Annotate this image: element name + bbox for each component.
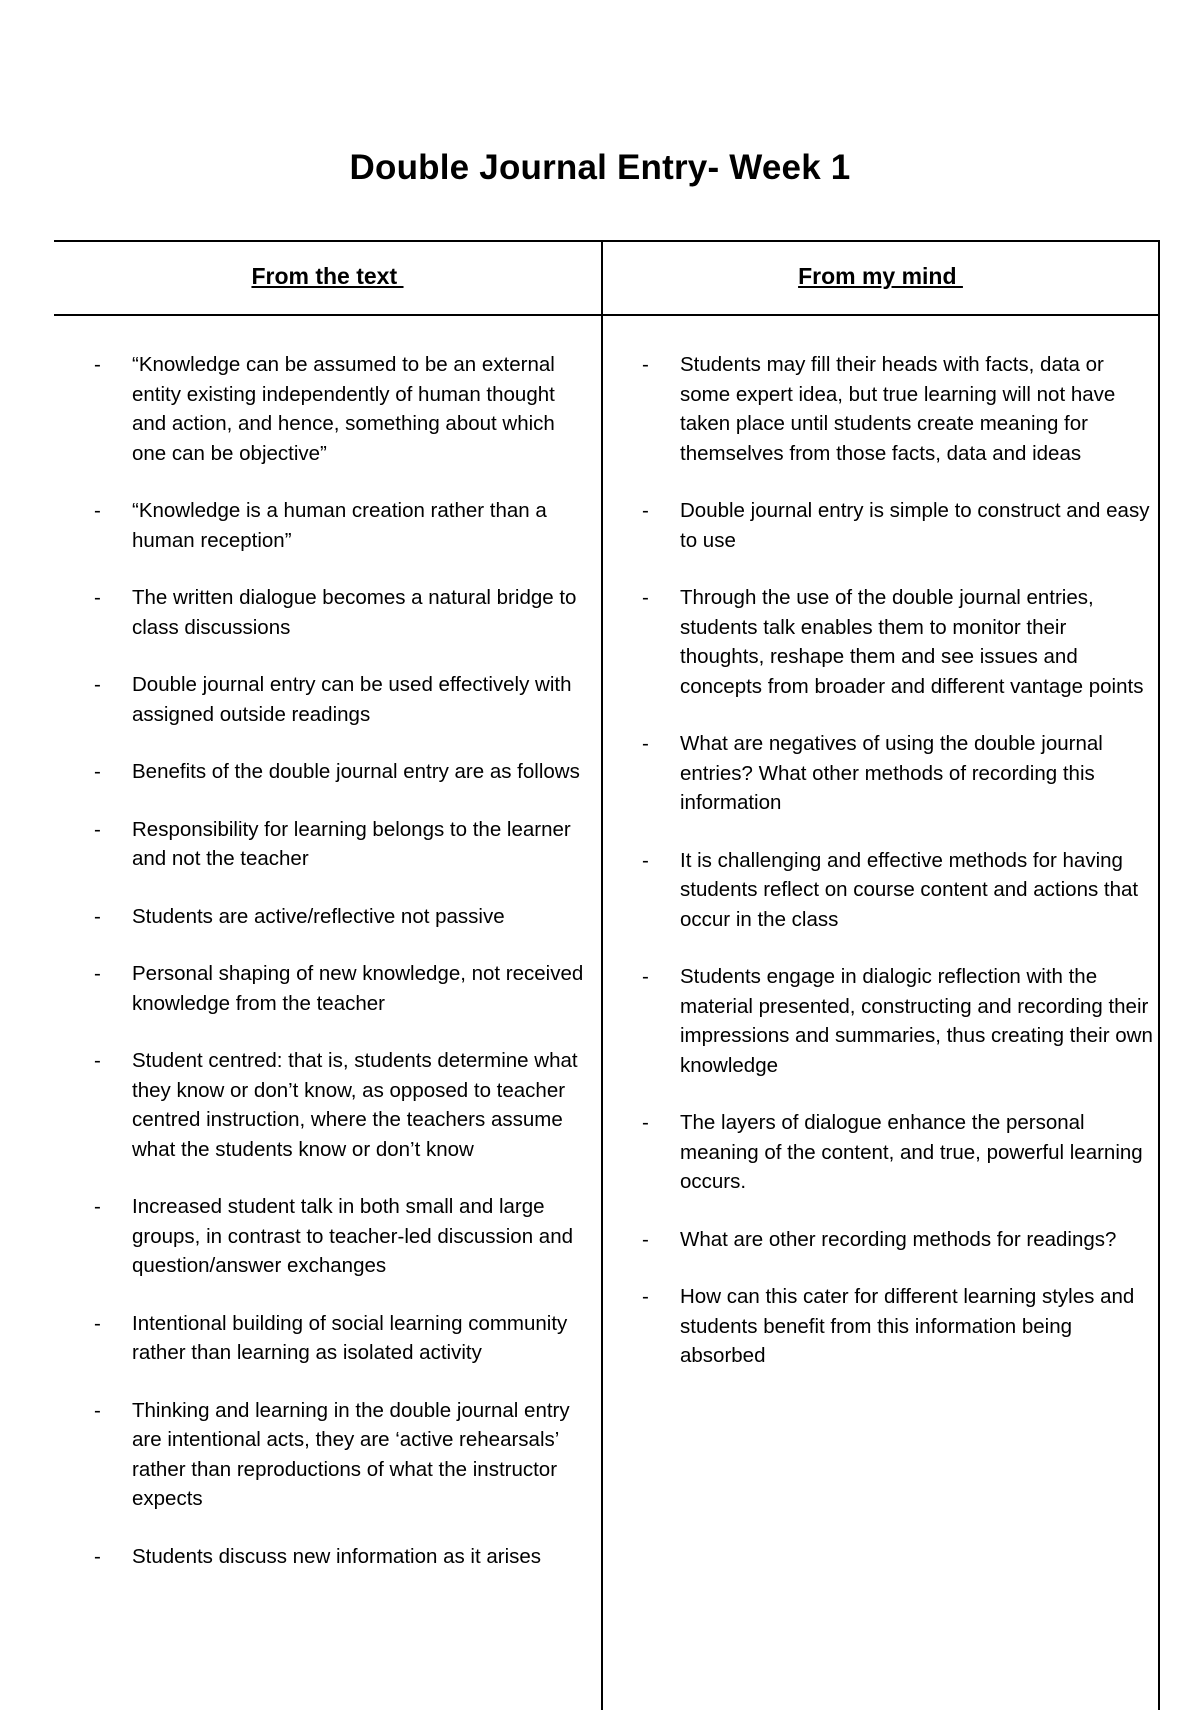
bullet-dash-icon: - [642, 848, 649, 872]
list-item [642, 1282, 1154, 1371]
list-item [642, 1108, 1154, 1197]
bullet-dash-icon: - [94, 499, 101, 522]
bullet-dash-icon: - [642, 1227, 649, 1251]
bullet-dash-icon: - [642, 965, 649, 988]
bullet-dash-icon: - [94, 1195, 101, 1218]
list-item [642, 1225, 1154, 1255]
column-header-from-text: From the text [251, 263, 404, 289]
list-item-text: The layers of dialogue enhance the personal meaning of the content, and true, powerful learning occurs. [680, 1111, 1143, 1193]
list-item [94, 959, 594, 1018]
list-item-text: Through the use of the double journal entries, students talk enables them to monitor their thoughts, reshape them and see issues and concepts from broader and different vantage points [680, 586, 1144, 698]
list-item-text: The written dialogue becomes a natural bridge to class discussions [132, 586, 577, 639]
list-item [642, 846, 1154, 935]
list-item [642, 350, 1154, 468]
list-item-text: Benefits of the double journal entry are as follows [132, 760, 580, 783]
list-item-text: Thinking and learning in the double journal entry are intentional acts, they are ‘active rehearsals’ rather than reproductions of what the instructor expects [132, 1398, 570, 1510]
bullet-dash-icon: - [642, 499, 649, 522]
list-item [94, 757, 594, 787]
list-item-text: It is challenging and effective methods for having students reflect on course content and actions that occur in the class [680, 848, 1139, 931]
bullet-dash-icon: - [94, 586, 101, 609]
list-item [94, 670, 594, 729]
list-item-text: Intentional building of social learning community rather than learning as isolated activity [132, 1311, 568, 1364]
list-item [642, 496, 1154, 555]
list-item-text: Students are active/reflective not passive [132, 904, 505, 928]
bullet-dash-icon: - [642, 353, 649, 376]
bullet-dash-icon: - [94, 353, 101, 376]
list-item-text: Responsibility for learning belongs to the learner and not the teacher [132, 817, 571, 870]
bullet-dash-icon: - [94, 962, 101, 985]
list-item [642, 729, 1154, 818]
list-item-text: Students discuss new information as it arises [132, 1544, 542, 1568]
list-item-text: “Knowledge can be assumed to be an external entity existing independently of human thought and action, and hence, something about which one can be objective” [132, 353, 555, 465]
list-item [642, 583, 1154, 701]
table-right-border [1158, 240, 1160, 1710]
bullet-dash-icon: - [642, 586, 649, 609]
list-item [94, 1309, 594, 1368]
page-title: Double Journal Entry- Week 1 [349, 148, 851, 187]
table-top-border [54, 240, 1160, 242]
bullet-dash-icon: - [642, 732, 649, 755]
list-item [94, 1046, 594, 1164]
list-item-text: How can this cater for different learning styles and students benefit from this information being absorbed [680, 1285, 1135, 1367]
bullet-dash-icon: - [94, 1398, 101, 1422]
list-item [94, 583, 594, 642]
header-divider [54, 314, 1160, 316]
list-item-text: What are negatives of using the double journal entries? What other methods of recording this information [680, 732, 1103, 814]
list-item [94, 1396, 594, 1514]
list-item [94, 1192, 594, 1281]
bullet-dash-icon: - [94, 904, 101, 928]
journal-table [54, 240, 1158, 1710]
list-item [94, 815, 594, 874]
list-item-text: What are other recording methods for readings? [680, 1227, 1117, 1251]
list-item-text: Double journal entry is simple to construct and easy to use [680, 499, 1150, 552]
column-divider [601, 240, 603, 1710]
list-item-text: Personal shaping of new knowledge, not received knowledge from the teacher [132, 962, 584, 1015]
bullet-dash-icon: - [94, 1049, 101, 1072]
list-item [94, 496, 594, 555]
bullet-dash-icon: - [94, 817, 101, 841]
from-text-list [94, 350, 594, 1599]
list-item-text: Student centred: that is, students determine what they know or don’t know, as opposed to teacher centred instruction, where the teachers assume what the students know or don’t know [132, 1049, 578, 1161]
list-item-text: Double journal entry can be used effectively with assigned outside readings [132, 673, 572, 726]
bullet-dash-icon: - [642, 1285, 649, 1308]
list-item [94, 1542, 594, 1572]
from-mind-list [642, 350, 1154, 1399]
list-item [94, 350, 594, 468]
column-header-from-mind: From my mind [798, 263, 963, 289]
list-item-text: Increased student talk in both small and large groups, in contrast to teacher-led discussion and question/answer exchanges [132, 1195, 574, 1277]
list-item-text: Students may fill their heads with facts, data or some expert idea, but true learning will not have taken place until students create meaning for themselves from those facts, data and ideas [680, 353, 1116, 465]
bullet-dash-icon: - [94, 673, 101, 696]
list-item [642, 962, 1154, 1080]
list-item-text: Students engage in dialogic reflection with the material presented, constructing and recording their impressions and summaries, thus creating their own knowledge [680, 965, 1153, 1077]
bullet-dash-icon: - [94, 760, 101, 783]
bullet-dash-icon: - [94, 1544, 101, 1568]
list-item-text: “Knowledge is a human creation rather than a human reception” [132, 499, 547, 552]
bullet-dash-icon: - [94, 1311, 101, 1335]
list-item [94, 902, 594, 932]
bullet-dash-icon: - [642, 1111, 649, 1134]
